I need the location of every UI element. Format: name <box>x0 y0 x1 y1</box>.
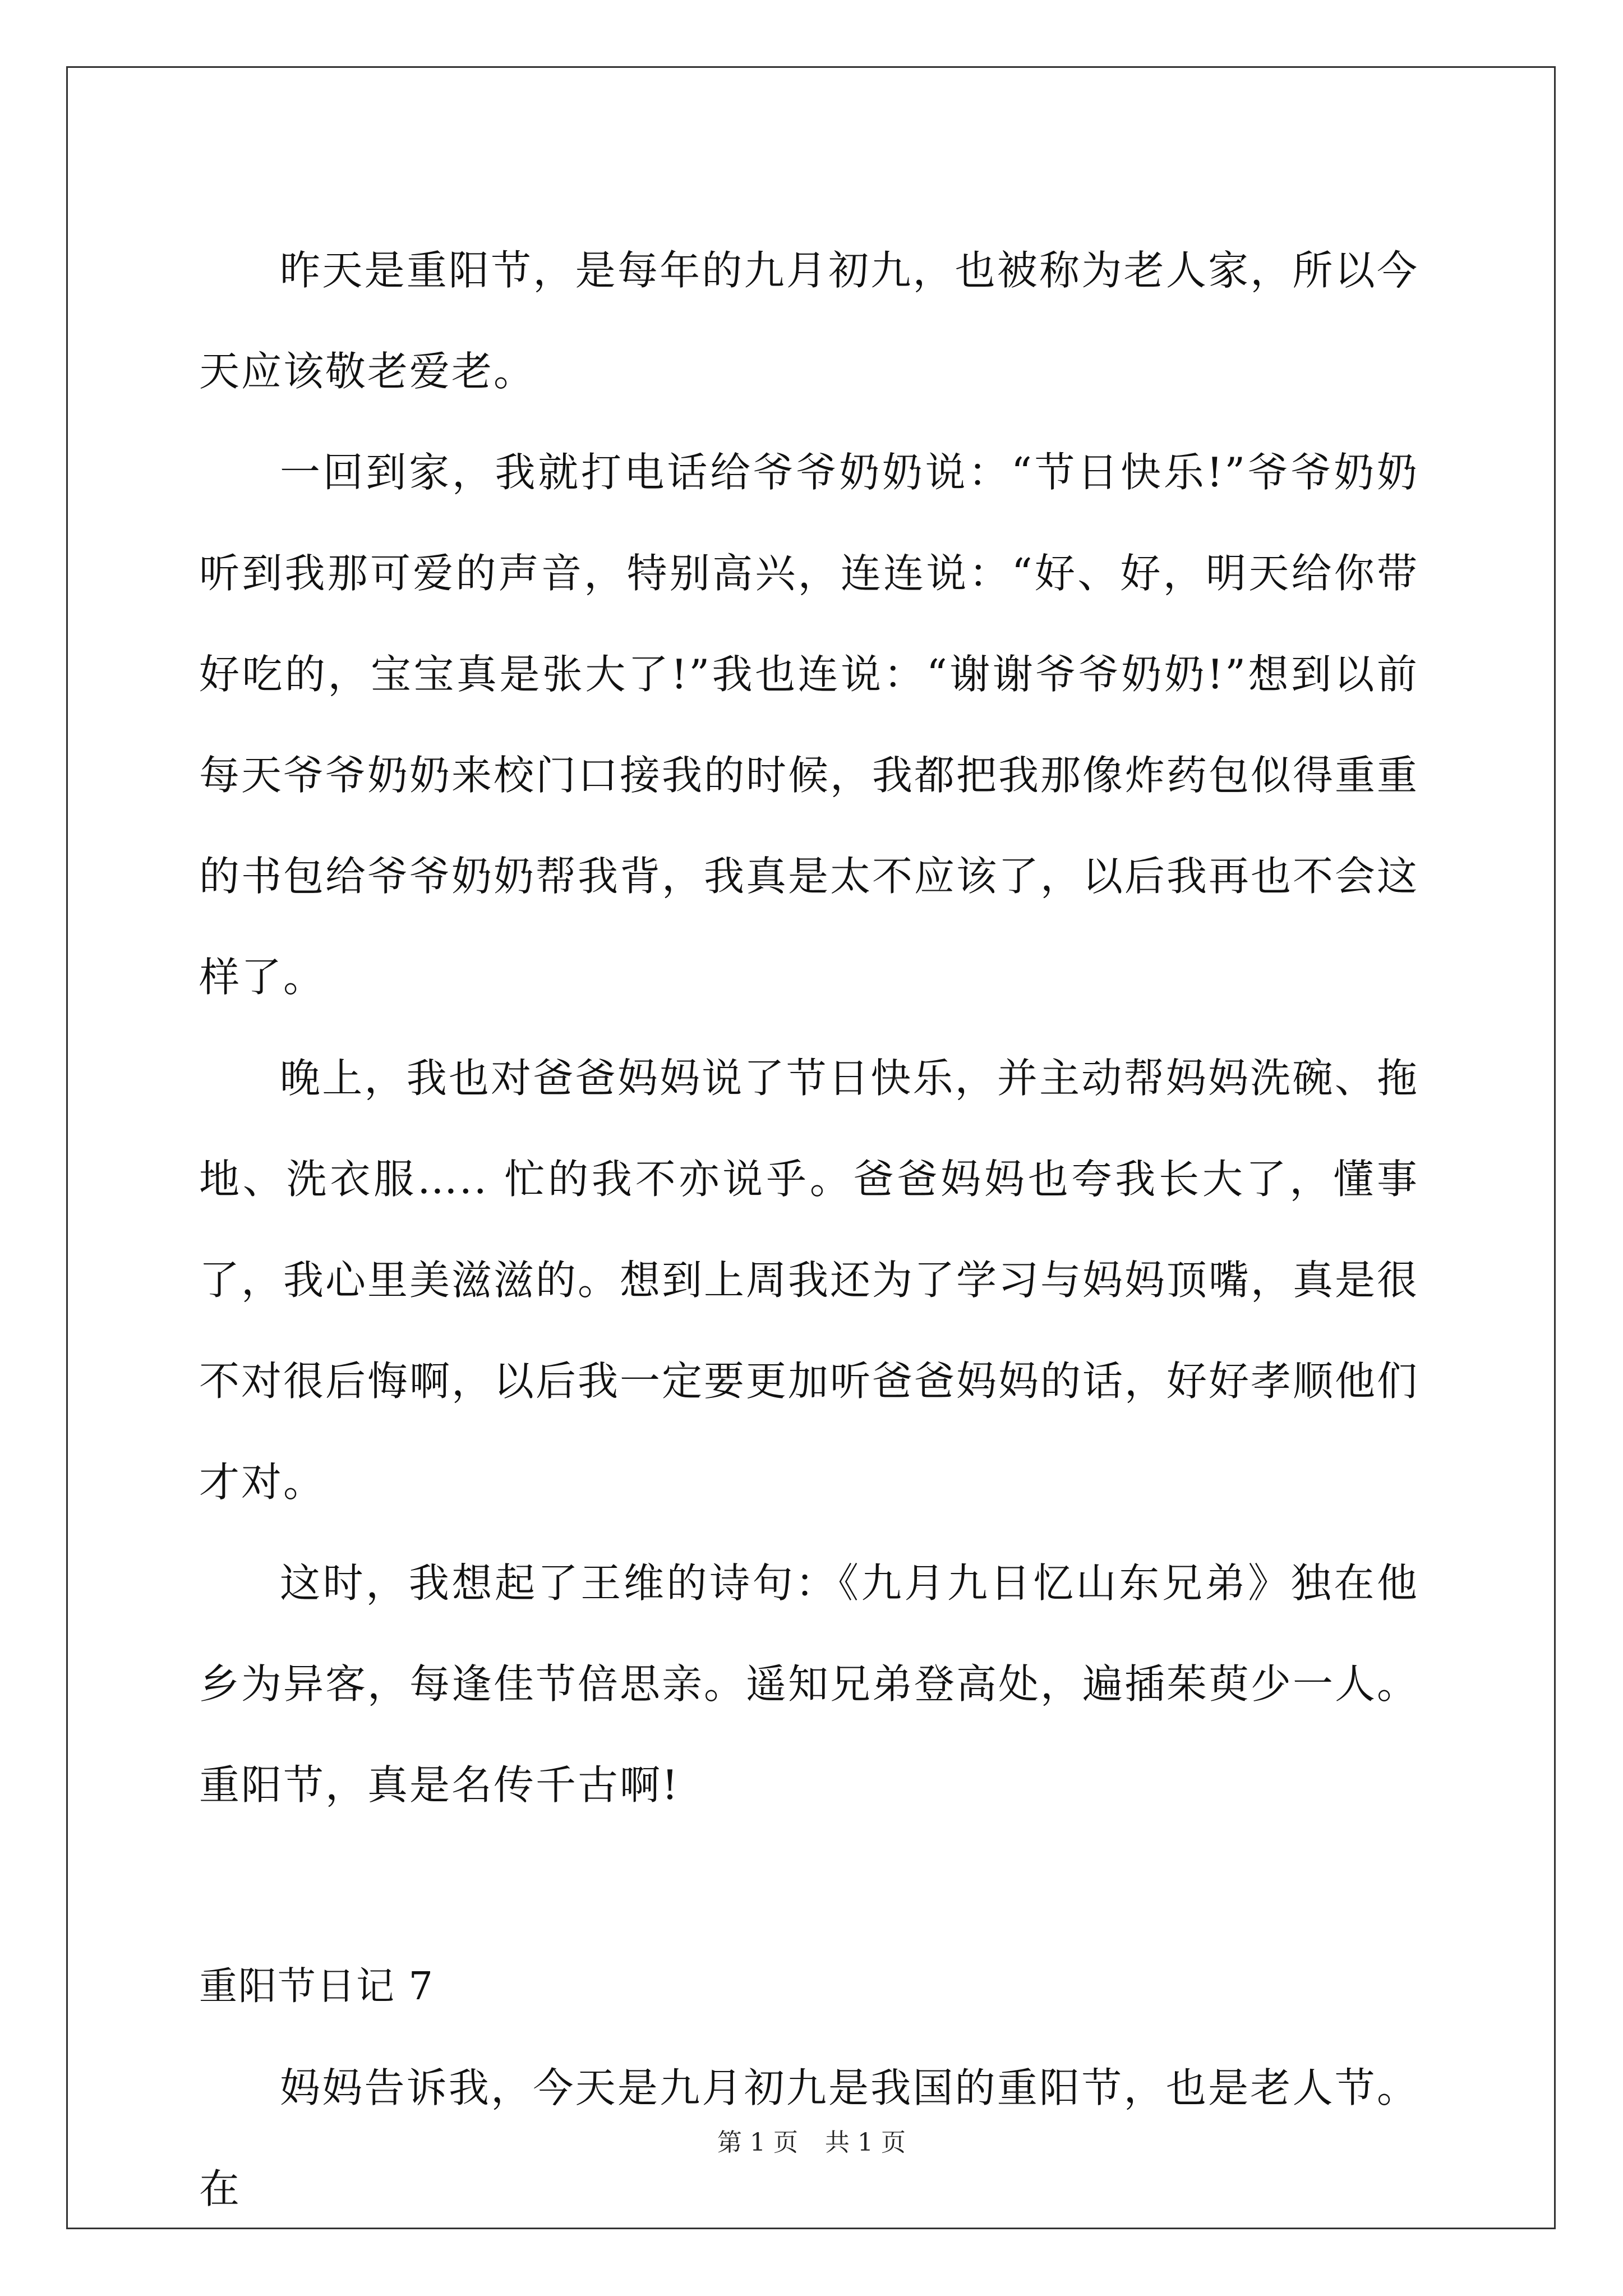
paragraph: 这时，我想起了王维的诗句：《九月九日忆山东兄弟》独在他乡为异客，每逢佳节倍思亲。遥知兄弟登高处，遍插茱萸少一人。重阳节，真是名传千古啊! <box>199 1559 1419 1809</box>
section-heading: 重阳节日记 7 <box>199 1964 434 2009</box>
page-total: 共 1 页 <box>825 2128 906 2157</box>
paragraph: 昨天是重阳节，是每年的九月初九，也被称为老人家，所以今天应该敬老爱老。 <box>199 247 1419 395</box>
page-number: 第 1 页 <box>717 2128 798 2157</box>
document-body <box>199 220 1419 2239</box>
paragraph: 一回到家，我就打电话给爷爷奶奶说：“节日快乐!”爷爷奶奶听到我那可爱的声音，特别高兴，连连说：“好、好，明天给你带好吃的，宝宝真是张大了!”我也连说：“谢谢爷爷奶奶!”想到以前每天爷爷奶奶来校门口接我的时候，我都把我那像炸药包似得重重的书包给爷爷奶奶帮我背，我真是太不应该了，以后我再也不会这样了。 <box>199 449 1419 1001</box>
paragraph: 晚上，我也对爸爸妈妈说了节日快乐，并主动帮妈妈洗碗、拖地、洗衣服….. 忙的我不亦说乎。爸爸妈妈也夸我长大了，懂事了，我心里美滋滋的。想到上周我还为了学习与妈妈顶嘴，真是很不对很后悔啊，以后我一定要更加听爸爸妈妈的话，好好孝顺他们才对。 <box>199 1055 1419 1506</box>
page-footer <box>0 2126 1623 2160</box>
paragraph: 妈妈告诉我，今天是九月初九是我国的重阳节，也是老人节。在 <box>199 2064 1419 2212</box>
